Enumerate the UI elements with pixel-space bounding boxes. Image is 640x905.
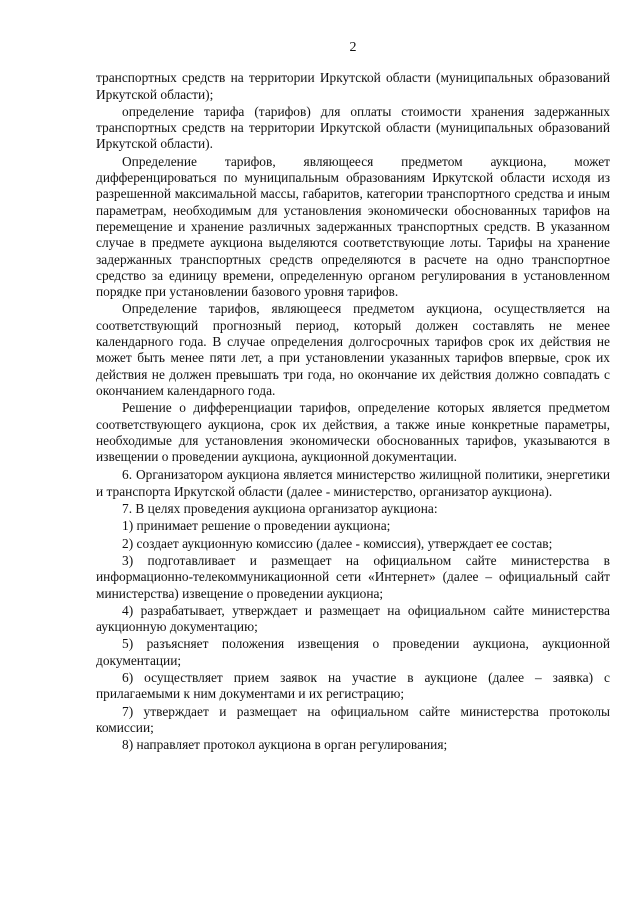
list-item-8: 8) направляет протокол аукциона в орган регулирования; bbox=[122, 737, 448, 753]
list-item-6: 6) осуществляет прием заявок на участие в аукционе (далее – заявка) с прилагаемыми к ним документами и их регистрацию; bbox=[96, 669, 610, 702]
paragraph-forecast-period: Определение тарифов, являющееся предметом аукциона, осуществляется на соответствующий прогнозный период, который должен составлять не менее календарного года. В случае определения долгосрочных тарифов срок их действия не может быть менее пяти лет, а при установлении указанных тарифов впервые, срок их действия не должен превышать три года, но окончание их действия должно совпадать с окончанием календарного года. bbox=[96, 301, 610, 398]
list-item-5: 5) разъясняет положения извещения о проведении аукциона, аукционной документации; bbox=[96, 636, 610, 668]
paragraph-item-6: 6. Организатором аукциона является министерство жилищной политики, энергетики и транспорта Иркутской области (далее - министерство, организатор аукциона). bbox=[96, 467, 610, 499]
list-item-2: 2) создает аукционную комиссию (далее - комиссия), утверждает ее состав; bbox=[122, 535, 553, 551]
list-item-4: 4) разрабатывает, утверждает и размещает на официальном сайте министерства аукционную документацию; bbox=[96, 602, 610, 635]
document-page bbox=[96, 40, 610, 753]
paragraph-differentiation-decision: Решение о дифференциации тарифов, определение которых является предметом соответствующего аукциона, срок их действия, а также иные конкретные параметры, необходимые для установления экономически обоснованных тарифов, указываются в извещении о проведении аукциона, аукционной документации. bbox=[96, 400, 610, 465]
list-item-3: 3) подготавливает и размещает на официальном сайте министерства в информационно-телекоммуникационной сети «Интернет» (далее – официальный сайт министерства) извещение о проведении аукциона; bbox=[96, 552, 610, 601]
paragraph-continuation: транспортных средств на территории Иркутской области (муниципальных образований Иркутской области); bbox=[96, 70, 610, 102]
page-number: 2 bbox=[349, 40, 357, 55]
paragraph-storage-tariff: определение тарифа (тарифов) для оплаты стоимости хранения задержанных транспортных средств на территории Иркутской области (муниципальных образований Иркутской области). bbox=[96, 103, 610, 152]
list-item-1: 1) принимает решение о проведении аукциона; bbox=[122, 518, 391, 534]
paragraph-tariff-differentiation: Определение тарифов, являющееся предметом аукциона, может дифференцироваться по муниципальным образованиям Иркутской области исходя из разрешенной максимальной массы, габаритов, категории транспортного средства и иным параметрам, необходимым для установления экономически обоснованных тарифов на перемещение и хранение различных задержанных транспортных средств. В указанном случае в предмете аукциона выделяются соответствующие лоты. Тарифы на хранение задержанных транспортных средств определяются в расчете на одно транспортное средство за единицу времени, определенную органом регулирования в установленном порядке при установлении базового уровня тарифов. bbox=[96, 153, 610, 300]
paragraph-item-7: 7. В целях проведения аукциона организатор аукциона: bbox=[122, 501, 438, 517]
list-item-7: 7) утверждает и размещает на официальном сайте министерства протоколы комиссии; bbox=[96, 703, 610, 735]
